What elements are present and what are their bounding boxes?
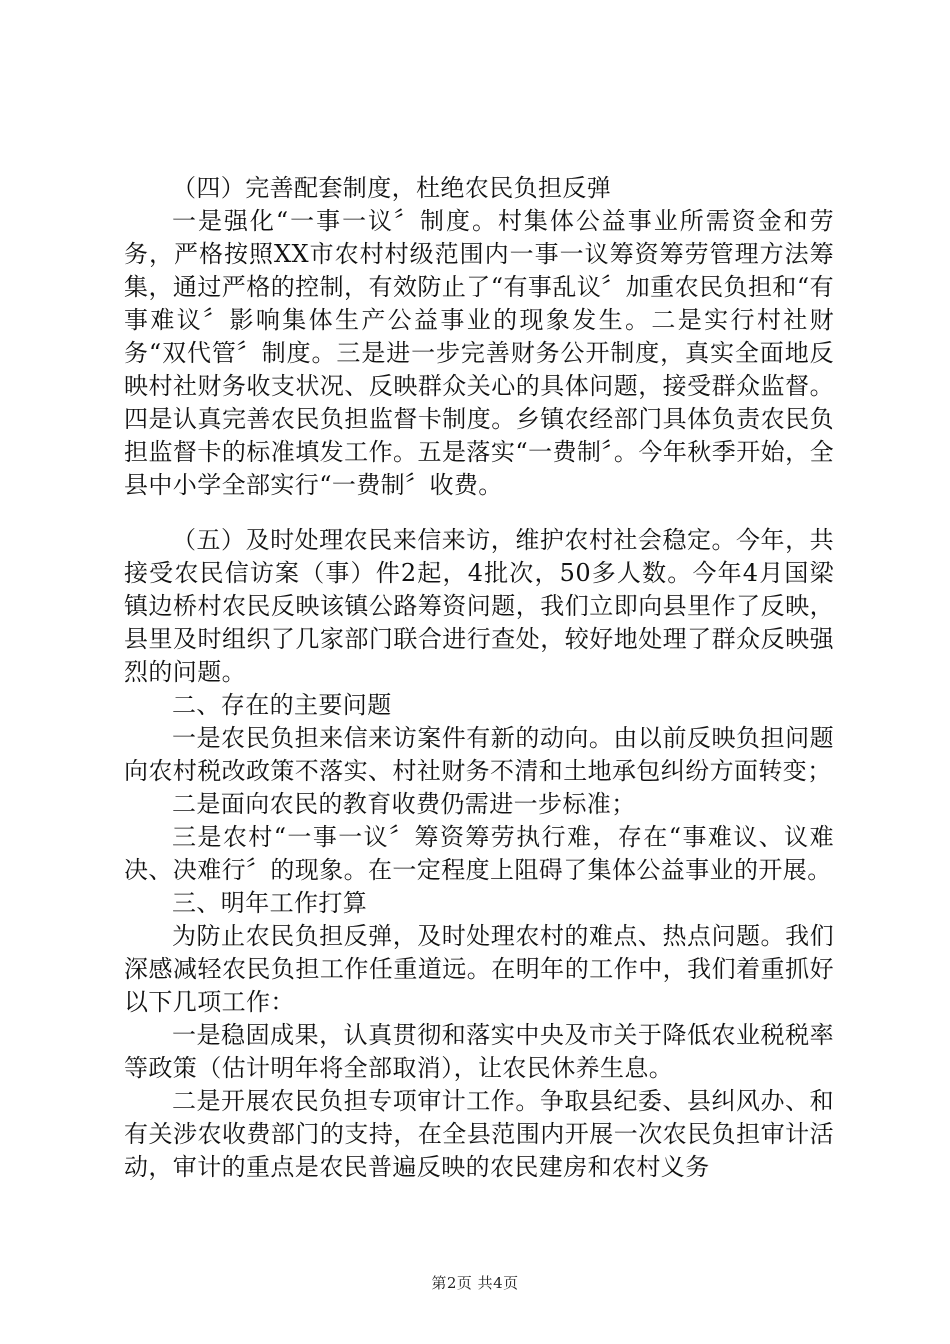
paragraph: 二是面向农民的教育收费仍需进一步标准； xyxy=(172,790,636,818)
section-heading-5-paragraph: （五）及时处理农民来信来访，维护农村社会稳定。今年，共接受农民信访案（事）件2起，4批次，50多人数。今年4月国梁镇边桥村农民反映该镇公路筹资问题，我们立即向县里作了反映，县里及时组织了几家部门联合进行查处，较好地处理了群众反映强烈的问题。 xyxy=(124,526,834,686)
section-heading-plans: 三、明年工作打算 xyxy=(172,889,368,917)
paragraph: 一是农民负担来信来访案件有新的动向。由以前反映负担问题向农村税改政策不落实、村社财务不清和土地承包纠纷方面转变； xyxy=(124,724,834,785)
section-heading-4: （四）完善配套制度，杜绝农民负担反弹 xyxy=(172,174,612,202)
paragraph: 一是稳固成果，认真贯彻和落实中央及市关于降低农业税税率等政策（估计明年将全部取消），让农民休养生息。 xyxy=(124,1021,834,1082)
paragraph: 一是强化“一事一议〞制度。村集体公益事业所需资金和劳务，严格按照XX市农村村级范围内一事一议筹资筹劳管理方法筹集，通过严格的控制，有效防止了“有事乱议〞加重农民负担和“有事难议〞影响集体生产公益事业的现象发生。二是实行村社财务“双代管〞制度。三是进一步完善财务公开制度，真实全面地反映村社财务收支状况、反映群众关心的具体问题，接受群众监督。四是认真完善农民负担监督卡制度。乡镇农经部门具体负责农民负担监督卡的标准填发工作。五是落实“一费制〞。今年秋季开始，全县中小学全部实行“一费制〞收费。 xyxy=(124,207,834,499)
paragraph: 二是开展农民负担专项审计工作。争取县纪委、县纠风办、和有关涉农收费部门的支持，在全县范围内开展一次农民负担审计活动，审计的重点是农民普遍反映的农民建房和农村义务 xyxy=(124,1087,834,1181)
section-heading-problems: 二、存在的主要问题 xyxy=(172,691,392,719)
page-number-footer: 第2页 共4页 xyxy=(431,1274,519,1292)
paragraph: 为防止农民负担反弹，及时处理农村的难点、热点问题。我们深感减轻农民负担工作任重道远。在明年的工作中，我们着重抓好以下几项工作： xyxy=(124,922,834,1016)
paragraph: 三是农村“一事一议〞筹资筹劳执行难，存在“事难议、议难决、决难行〞的现象。在一定程度上阻碍了集体公益事业的开展。 xyxy=(124,823,834,884)
document-body xyxy=(124,172,834,1184)
